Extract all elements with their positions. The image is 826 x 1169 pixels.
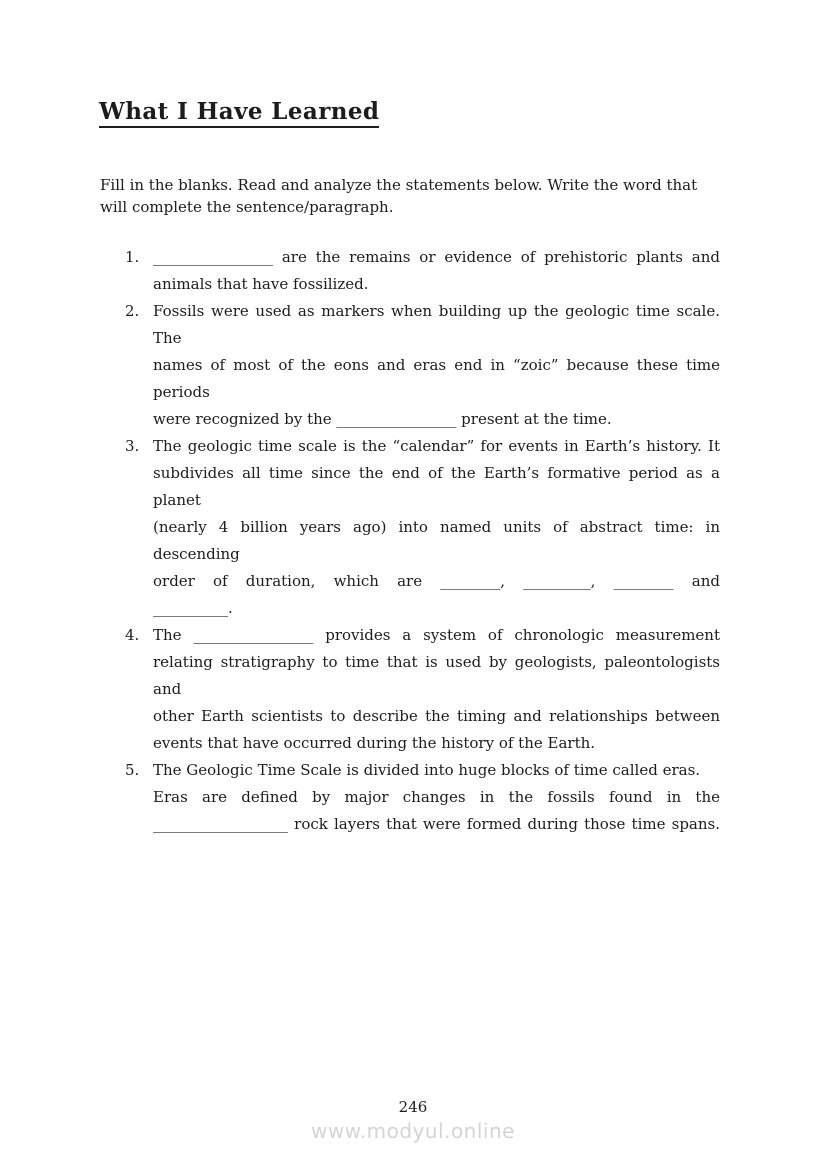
item-number: 4. xyxy=(125,626,140,644)
item-line: The Geologic Time Scale is divided into huge blocks of time called eras. xyxy=(153,761,701,779)
item-line: order of duration, which are ________, _________, ________ and xyxy=(153,572,720,590)
item-text xyxy=(153,433,720,622)
item-text xyxy=(153,622,720,757)
item-line: events that have occurred during the history of the Earth. xyxy=(153,734,596,752)
item-line: The ________________ provides a system of chronologic measurement xyxy=(153,626,720,644)
watermark-text: www.modyul.online xyxy=(311,1119,515,1143)
item-line: The geologic time scale is the “calendar” for events in Earth’s history. It xyxy=(153,437,720,455)
item-number: 2. xyxy=(125,302,140,320)
page-title: What I Have Learned xyxy=(99,98,379,128)
list-item-2 xyxy=(125,298,720,433)
item-line: __________________ rock layers that were formed during those time spans. xyxy=(153,815,720,833)
item-line: subdivides all time since the end of the Earth’s formative period as a planet xyxy=(153,464,720,509)
item-text xyxy=(153,298,720,433)
item-number: 3. xyxy=(125,437,140,455)
item-line: (nearly 4 billion years ago) into named units of abstract time: in descending xyxy=(153,518,720,563)
list-item-5 xyxy=(125,757,720,838)
fill-in-blanks-list xyxy=(125,244,720,838)
item-line: were recognized by the ________________ present at the time. xyxy=(153,410,612,428)
item-line: __________. xyxy=(153,599,233,617)
list-item-4 xyxy=(125,622,720,757)
item-line: relating stratigraphy to time that is used by geologists, paleontologists and xyxy=(153,653,720,698)
list-item-1 xyxy=(125,244,720,298)
item-line: Eras are defined by major changes in the fossils found in the xyxy=(153,788,720,806)
item-text xyxy=(153,757,720,838)
item-line: other Earth scientists to describe the timing and relationships between xyxy=(153,707,720,725)
page-number: 246 xyxy=(398,1098,428,1116)
list-item-3 xyxy=(125,433,720,622)
item-line: animals that have fossilized. xyxy=(153,275,369,293)
item-number: 5. xyxy=(125,761,140,779)
instructions-text: Fill in the blanks. Read and analyze the statements below. Write the word that will complete the sentence/paragraph. xyxy=(100,176,698,216)
item-line: Fossils were used as markers when building up the geologic time scale. The xyxy=(153,302,720,347)
item-text xyxy=(153,244,720,298)
item-line: ________________ are the remains or evidence of prehistoric plants and xyxy=(153,248,720,266)
item-number: 1. xyxy=(125,248,140,266)
item-line: names of most of the eons and eras end in “zoic” because these time periods xyxy=(153,356,720,401)
